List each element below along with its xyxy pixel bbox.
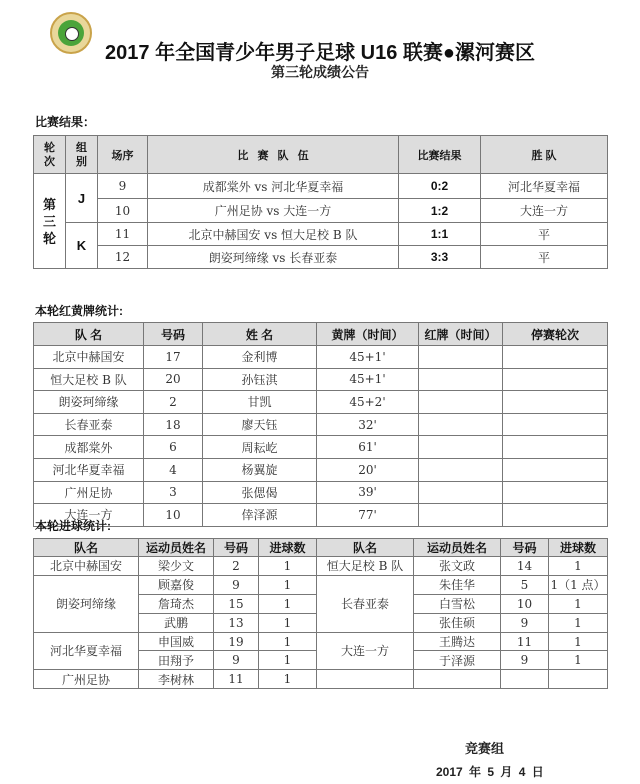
suspension: [503, 413, 608, 436]
player-number: 11: [501, 632, 549, 651]
player-number: 20: [144, 368, 203, 391]
player-number: 4: [144, 458, 203, 481]
goal-count: 1: [259, 557, 317, 576]
suspension: [503, 458, 608, 481]
page-title: 2017 年全国青少年男子足球 U16 联赛●漯河赛区: [105, 42, 535, 64]
player-number: 11: [214, 670, 259, 689]
player-name: 梁少文: [139, 557, 214, 576]
table-row: [34, 346, 608, 369]
empty-cell: [549, 670, 608, 689]
cards-heading: 本轮红黄牌统计:: [35, 304, 123, 318]
player-name: 朱佳华: [414, 575, 501, 594]
team-name: 成都棠外: [34, 436, 144, 459]
col-header: 停赛轮次: [503, 323, 608, 346]
match-score: 1:2: [399, 199, 481, 223]
goal-count: 1: [259, 594, 317, 613]
goal-count: 1: [549, 651, 608, 670]
player-name: 申国威: [139, 632, 214, 651]
table-row: [34, 670, 608, 689]
goals-table: [33, 538, 608, 689]
goal-count: 1: [259, 670, 317, 689]
match-teams: 朗姿珂缔缘 vs 长春亚泰: [148, 246, 399, 269]
col-header: 进球数: [549, 539, 608, 557]
goal-count: 1: [549, 613, 608, 632]
yellow-card-time: 45+1': [317, 346, 419, 369]
player-name: 于泽源: [414, 651, 501, 670]
player-number: 6: [144, 436, 203, 459]
goals-heading: 本轮进球统计:: [35, 519, 111, 533]
col-header: 红牌（时间）: [419, 323, 503, 346]
cards-table: [33, 322, 608, 527]
col-header: 队 名: [34, 323, 144, 346]
table-row: [34, 413, 608, 436]
suspension: [503, 391, 608, 414]
goal-count: 1: [549, 594, 608, 613]
results-table: [33, 135, 608, 269]
yellow-card-time: 39': [317, 481, 419, 504]
player-number: 5: [501, 575, 549, 594]
match-no: 9: [98, 174, 148, 199]
table-row: [34, 575, 608, 594]
player-name: 田翔予: [139, 651, 214, 670]
player-name: 廖天钰: [203, 413, 317, 436]
team-name: 河北华夏幸福: [34, 458, 144, 481]
table-row: [34, 557, 608, 576]
team-name: 北京中赫国安: [34, 346, 144, 369]
player-number: 17: [144, 346, 203, 369]
table-row: [34, 632, 608, 651]
group-cell: K: [66, 223, 98, 269]
match-winner: 河北华夏幸福: [481, 174, 608, 199]
col-header: 队名: [317, 539, 414, 557]
table-row: [34, 458, 608, 481]
red-card-time: [419, 346, 503, 369]
team-name: 朗姿珂缔缘: [34, 575, 139, 632]
player-name: 詹琦杰: [139, 594, 214, 613]
team-name: 广州足协: [34, 481, 144, 504]
player-name: 白雪松: [414, 594, 501, 613]
col-header: 运动员姓名: [414, 539, 501, 557]
goal-count: 1: [259, 613, 317, 632]
table-row: [34, 199, 608, 223]
match-winner: 平: [481, 223, 608, 246]
goal-count: 1: [549, 632, 608, 651]
player-number: 15: [214, 594, 259, 613]
suspension: [503, 481, 608, 504]
yellow-card-time: 32': [317, 413, 419, 436]
col-header: 胜 队: [481, 136, 608, 174]
player-name: 张偲偈: [203, 481, 317, 504]
organizer-label: 竞赛组: [465, 741, 505, 756]
team-name: 大连一方: [34, 504, 144, 527]
player-name: 李树林: [139, 670, 214, 689]
player-name: 孙钰淇: [203, 368, 317, 391]
col-header: 队名: [34, 539, 139, 557]
player-name: 倖泽源: [203, 504, 317, 527]
col-header: 场序: [98, 136, 148, 174]
col-header: 轮次: [34, 136, 66, 174]
team-name: 河北华夏幸福: [34, 632, 139, 670]
player-number: 14: [501, 557, 549, 576]
empty-cell: [317, 670, 414, 689]
team-name: 大连一方: [317, 632, 414, 670]
empty-cell: [414, 670, 501, 689]
red-card-time: [419, 481, 503, 504]
goal-count: 1: [549, 557, 608, 576]
player-name: 杨翼旋: [203, 458, 317, 481]
table-row: [34, 246, 608, 269]
yellow-card-time: 61': [317, 436, 419, 459]
match-teams: 成都棠外 vs 河北华夏幸福: [148, 174, 399, 199]
team-name: 恒大足校 B 队: [34, 368, 144, 391]
col-header: 运动员姓名: [139, 539, 214, 557]
player-number: 18: [144, 413, 203, 436]
goal-count: 1: [259, 651, 317, 670]
team-name: 长春亚泰: [317, 575, 414, 632]
team-name: 北京中赫国安: [34, 557, 139, 576]
team-name: 朗姿珂缔缘: [34, 391, 144, 414]
suspension: [503, 436, 608, 459]
col-header: 号码: [501, 539, 549, 557]
player-name: 张佳硕: [414, 613, 501, 632]
table-row: [34, 174, 608, 199]
col-header: 号码: [144, 323, 203, 346]
team-name: 广州足协: [34, 670, 139, 689]
suspension: [503, 368, 608, 391]
match-teams: 广州足协 vs 大连一方: [148, 199, 399, 223]
player-name: 武鹏: [139, 613, 214, 632]
team-name: 恒大足校 B 队: [317, 557, 414, 576]
yellow-card-time: 45+1': [317, 368, 419, 391]
table-row: [34, 481, 608, 504]
team-name: 长春亚泰: [34, 413, 144, 436]
player-number: 13: [214, 613, 259, 632]
player-number: 10: [144, 504, 203, 527]
player-name: 王腾达: [414, 632, 501, 651]
match-winner: 平: [481, 246, 608, 269]
match-winner: 大连一方: [481, 199, 608, 223]
col-header: 组别: [66, 136, 98, 174]
col-header: 进球数: [259, 539, 317, 557]
red-card-time: [419, 368, 503, 391]
yellow-card-time: 45+2': [317, 391, 419, 414]
group-cell: J: [66, 174, 98, 223]
player-number: 19: [214, 632, 259, 651]
results-heading: 比赛结果：: [35, 115, 96, 129]
col-header: 比赛结果: [399, 136, 481, 174]
match-no: 12: [98, 246, 148, 269]
table-row: [34, 391, 608, 414]
col-header: 姓 名: [203, 323, 317, 346]
goal-count: 1（1 点）: [549, 575, 608, 594]
match-score: 0:2: [399, 174, 481, 199]
red-card-time: [419, 436, 503, 459]
goal-count: 1: [259, 632, 317, 651]
yellow-card-time: 20': [317, 458, 419, 481]
red-card-time: [419, 458, 503, 481]
player-number: 2: [214, 557, 259, 576]
match-no: 10: [98, 199, 148, 223]
table-row: [34, 504, 608, 527]
match-score: 3:3: [399, 246, 481, 269]
page-subtitle: 第三轮成绩公告: [271, 64, 369, 80]
table-row: [34, 223, 608, 246]
round-cell: 第三轮: [34, 174, 66, 269]
empty-cell: [501, 670, 549, 689]
red-card-time: [419, 391, 503, 414]
goal-count: 1: [259, 575, 317, 594]
col-header: 黄牌（时间）: [317, 323, 419, 346]
player-number: 9: [501, 613, 549, 632]
player-number: 9: [214, 651, 259, 670]
suspension: [503, 346, 608, 369]
announcement-date: 2017 年 5 月 4 日: [436, 765, 544, 779]
player-number: 9: [501, 651, 549, 670]
match-score: 1:1: [399, 223, 481, 246]
match-no: 11: [98, 223, 148, 246]
player-number: 2: [144, 391, 203, 414]
table-row: [34, 436, 608, 459]
player-number: 10: [501, 594, 549, 613]
player-number: 3: [144, 481, 203, 504]
yellow-card-time: 77': [317, 504, 419, 527]
player-number: 9: [214, 575, 259, 594]
table-row: [34, 368, 608, 391]
suspension: [503, 504, 608, 527]
player-name: 金利博: [203, 346, 317, 369]
match-teams: 北京中赫国安 vs 恒大足校 B 队: [148, 223, 399, 246]
player-name: 周耘屹: [203, 436, 317, 459]
red-card-time: [419, 504, 503, 527]
player-name: 甘凯: [203, 391, 317, 414]
red-card-time: [419, 413, 503, 436]
player-name: 张文政: [414, 557, 501, 576]
col-header: 比 赛 队 伍: [148, 136, 399, 174]
col-header: 号码: [214, 539, 259, 557]
player-name: 顾嘉俊: [139, 575, 214, 594]
